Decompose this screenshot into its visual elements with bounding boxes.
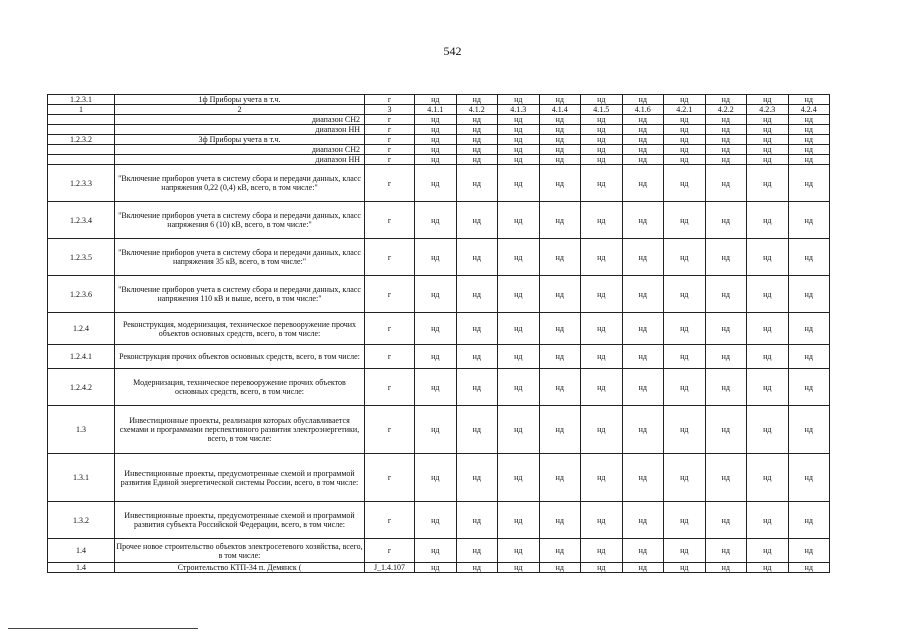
- row-name-cell: Инвестиционные проекты, реализация которых обуславливается схемами и программами перспективного развития электроэнергетики, всего, в том числе:: [115, 406, 365, 454]
- row-value-cell: нд: [415, 155, 457, 165]
- row-value-cell: нд: [705, 135, 747, 145]
- row-value-cell: нд: [415, 239, 457, 276]
- row-value-cell: нд: [498, 165, 540, 202]
- row-value-cell: нд: [581, 202, 623, 239]
- row-value-cell: нд: [664, 202, 706, 239]
- row-name-cell: Реконструкция прочих объектов основных средств, всего, в том числе:: [115, 345, 365, 369]
- row-code-cell: 1.2.3.5: [48, 239, 115, 276]
- row-value-cell: нд: [498, 125, 540, 135]
- row-value-cell: нд: [747, 345, 789, 369]
- row-value-cell: нд: [498, 345, 540, 369]
- row-value-cell: нд: [581, 155, 623, 165]
- row-value-cell: нд: [705, 502, 747, 539]
- row-value-cell: нд: [788, 202, 830, 239]
- row-value-cell: нд: [747, 145, 789, 155]
- row-value-cell: нд: [539, 115, 581, 125]
- row-value-cell: нд: [705, 539, 747, 563]
- row-value-cell: нд: [664, 369, 706, 406]
- row-value-cell: нд: [747, 115, 789, 125]
- row-unit-cell: г: [365, 345, 415, 369]
- row-code-cell: 1.2.3.1: [48, 95, 115, 105]
- row-value-cell: нд: [622, 145, 664, 155]
- row-name-cell: Модернизация, техническое перевооружение прочих объектов основных средств, всего, в том числе:: [115, 369, 365, 406]
- row-value-cell: нд: [415, 276, 457, 313]
- row-value-cell: нд: [415, 115, 457, 125]
- row-name-cell: 1ф Приборы учета в т.ч.: [115, 95, 365, 105]
- row-value-cell: нд: [581, 563, 623, 573]
- row-unit-cell: г: [365, 369, 415, 406]
- row-value-cell: нд: [622, 202, 664, 239]
- row-value-cell: нд: [581, 145, 623, 155]
- row-value-cell: нд: [456, 539, 498, 563]
- row-value-cell: нд: [539, 345, 581, 369]
- row-value-cell: нд: [581, 135, 623, 145]
- row-value-cell: нд: [788, 345, 830, 369]
- row-value-cell: нд: [498, 202, 540, 239]
- row-code-cell: 1.2.4.2: [48, 369, 115, 406]
- row-value-cell: нд: [622, 276, 664, 313]
- row-code-cell: [48, 155, 115, 165]
- row-value-cell: нд: [498, 239, 540, 276]
- row-value-cell: 4.1.3: [498, 105, 540, 115]
- row-value-cell: нд: [705, 155, 747, 165]
- row-unit-cell: г: [365, 95, 415, 105]
- row-value-cell: нд: [415, 313, 457, 345]
- table-row: [48, 115, 830, 125]
- row-value-cell: нд: [498, 454, 540, 502]
- row-value-cell: 4.2.4: [788, 105, 830, 115]
- row-value-cell: нд: [747, 239, 789, 276]
- row-value-cell: нд: [581, 502, 623, 539]
- row-value-cell: нд: [539, 145, 581, 155]
- row-value-cell: нд: [498, 276, 540, 313]
- row-name-cell: диапазон НН: [115, 155, 365, 165]
- row-value-cell: нд: [498, 135, 540, 145]
- row-value-cell: нд: [539, 313, 581, 345]
- row-value-cell: нд: [456, 313, 498, 345]
- row-value-cell: нд: [705, 369, 747, 406]
- row-value-cell: нд: [581, 313, 623, 345]
- row-value-cell: нд: [415, 202, 457, 239]
- row-value-cell: нд: [747, 539, 789, 563]
- row-value-cell: нд: [664, 155, 706, 165]
- row-value-cell: нд: [788, 239, 830, 276]
- table-row: [48, 406, 830, 454]
- row-value-cell: нд: [788, 406, 830, 454]
- row-value-cell: 4.1.6: [622, 105, 664, 115]
- row-value-cell: нд: [664, 539, 706, 563]
- table-row: [48, 95, 830, 105]
- row-value-cell: нд: [581, 239, 623, 276]
- row-value-cell: нд: [456, 125, 498, 135]
- row-value-cell: нд: [664, 454, 706, 502]
- row-value-cell: нд: [664, 135, 706, 145]
- table-row: [48, 276, 830, 313]
- row-value-cell: нд: [498, 539, 540, 563]
- row-value-cell: нд: [747, 369, 789, 406]
- row-code-cell: 1.3.2: [48, 502, 115, 539]
- row-value-cell: нд: [539, 454, 581, 502]
- row-value-cell: нд: [705, 563, 747, 573]
- page-number: 542: [443, 44, 462, 58]
- row-value-cell: нд: [456, 145, 498, 155]
- row-code-cell: 1.3.1: [48, 454, 115, 502]
- row-code-cell: 1.2.3.4: [48, 202, 115, 239]
- row-value-cell: нд: [705, 202, 747, 239]
- row-value-cell: нд: [622, 369, 664, 406]
- row-value-cell: нд: [539, 563, 581, 573]
- row-value-cell: нд: [539, 406, 581, 454]
- row-value-cell: нд: [622, 406, 664, 454]
- row-value-cell: 4.1.2: [456, 105, 498, 115]
- row-value-cell: нд: [788, 276, 830, 313]
- row-code-cell: 1.2.3.3: [48, 165, 115, 202]
- row-value-cell: нд: [664, 406, 706, 454]
- row-code-cell: 1.2.4.1: [48, 345, 115, 369]
- row-value-cell: нд: [664, 115, 706, 125]
- row-value-cell: нд: [498, 369, 540, 406]
- row-value-cell: нд: [788, 563, 830, 573]
- row-value-cell: нд: [705, 313, 747, 345]
- row-value-cell: нд: [622, 125, 664, 135]
- table-row: [48, 345, 830, 369]
- table-row: [48, 539, 830, 563]
- table-row: [48, 369, 830, 406]
- row-value-cell: нд: [788, 115, 830, 125]
- row-code-cell: 1.2.4: [48, 313, 115, 345]
- row-value-cell: нд: [664, 313, 706, 345]
- table-row: [48, 454, 830, 502]
- row-value-cell: нд: [456, 563, 498, 573]
- row-value-cell: нд: [747, 406, 789, 454]
- row-value-cell: нд: [415, 125, 457, 135]
- row-unit-cell: 3: [365, 105, 415, 115]
- row-value-cell: нд: [705, 145, 747, 155]
- row-value-cell: нд: [622, 155, 664, 165]
- row-value-cell: нд: [581, 406, 623, 454]
- row-value-cell: нд: [498, 115, 540, 125]
- row-value-cell: нд: [788, 155, 830, 165]
- row-value-cell: нд: [788, 95, 830, 105]
- row-code-cell: [48, 125, 115, 135]
- row-value-cell: нд: [788, 145, 830, 155]
- table-body: [48, 95, 830, 573]
- row-value-cell: нд: [705, 345, 747, 369]
- row-value-cell: нд: [788, 369, 830, 406]
- row-value-cell: нд: [581, 454, 623, 502]
- row-value-cell: нд: [705, 276, 747, 313]
- row-value-cell: нд: [498, 502, 540, 539]
- row-code-cell: 1.2.3.2: [48, 135, 115, 145]
- row-value-cell: нд: [415, 563, 457, 573]
- row-value-cell: нд: [622, 95, 664, 105]
- row-value-cell: нд: [747, 454, 789, 502]
- row-name-cell: Инвестиционные проекты, предусмотренные схемой и программой развития субъекта Российской Федерации, всего, в том числе:: [115, 502, 365, 539]
- table-row: [48, 563, 830, 573]
- row-value-cell: нд: [415, 502, 457, 539]
- row-value-cell: нд: [664, 502, 706, 539]
- table-row: [48, 125, 830, 135]
- row-value-cell: нд: [539, 165, 581, 202]
- row-value-cell: нд: [456, 165, 498, 202]
- row-value-cell: нд: [456, 276, 498, 313]
- row-value-cell: нд: [664, 345, 706, 369]
- row-value-cell: нд: [664, 145, 706, 155]
- row-value-cell: нд: [581, 165, 623, 202]
- row-unit-cell: г: [365, 202, 415, 239]
- row-code-cell: 1.3: [48, 406, 115, 454]
- row-unit-cell: г: [365, 276, 415, 313]
- row-value-cell: нд: [581, 95, 623, 105]
- row-value-cell: нд: [747, 135, 789, 145]
- row-value-cell: нд: [498, 95, 540, 105]
- row-code-cell: 1.4: [48, 539, 115, 563]
- row-value-cell: нд: [456, 454, 498, 502]
- table-row: [48, 502, 830, 539]
- row-value-cell: нд: [622, 115, 664, 125]
- row-value-cell: нд: [788, 125, 830, 135]
- row-value-cell: нд: [747, 125, 789, 135]
- row-unit-cell: г: [365, 115, 415, 125]
- row-value-cell: нд: [705, 454, 747, 502]
- row-value-cell: нд: [664, 125, 706, 135]
- row-value-cell: нд: [415, 145, 457, 155]
- row-value-cell: нд: [498, 406, 540, 454]
- row-value-cell: нд: [415, 539, 457, 563]
- row-value-cell: нд: [622, 135, 664, 145]
- row-value-cell: нд: [581, 345, 623, 369]
- row-name-cell: "Включение приборов учета в систему сбора и передачи данных, класс напряжения 110 кВ и выше, всего, в том числе:": [115, 276, 365, 313]
- table-row: [48, 135, 830, 145]
- row-value-cell: нд: [664, 95, 706, 105]
- row-unit-cell: г: [365, 125, 415, 135]
- row-unit-cell: г: [365, 454, 415, 502]
- row-name-cell: диапазон НН: [115, 125, 365, 135]
- row-unit-cell: г: [365, 135, 415, 145]
- row-name-cell: Строительство КТП-34 п. Демянск (: [115, 563, 365, 573]
- row-value-cell: нд: [747, 502, 789, 539]
- row-value-cell: нд: [539, 125, 581, 135]
- row-value-cell: 4.1.5: [581, 105, 623, 115]
- row-value-cell: нд: [415, 95, 457, 105]
- row-value-cell: нд: [539, 369, 581, 406]
- row-value-cell: нд: [415, 165, 457, 202]
- row-unit-cell: г: [365, 165, 415, 202]
- row-value-cell: нд: [622, 502, 664, 539]
- row-code-cell: 1.4: [48, 563, 115, 573]
- row-value-cell: нд: [664, 276, 706, 313]
- row-value-cell: нд: [664, 563, 706, 573]
- row-value-cell: нд: [664, 165, 706, 202]
- row-code-cell: [48, 145, 115, 155]
- row-value-cell: нд: [539, 539, 581, 563]
- row-value-cell: нд: [539, 239, 581, 276]
- row-unit-cell: г: [365, 155, 415, 165]
- row-unit-cell: г: [365, 539, 415, 563]
- row-value-cell: нд: [456, 369, 498, 406]
- row-unit-cell: г: [365, 406, 415, 454]
- row-value-cell: нд: [622, 454, 664, 502]
- row-name-cell: 2: [115, 105, 365, 115]
- row-value-cell: нд: [415, 345, 457, 369]
- row-name-cell: Прочее новое строительство объектов электросетевого хозяйства, всего, в том числе:: [115, 539, 365, 563]
- row-value-cell: нд: [498, 313, 540, 345]
- row-value-cell: нд: [456, 155, 498, 165]
- row-value-cell: нд: [747, 276, 789, 313]
- row-value-cell: 4.1.1: [415, 105, 457, 115]
- row-value-cell: нд: [622, 239, 664, 276]
- row-value-cell: нд: [788, 165, 830, 202]
- row-value-cell: нд: [788, 135, 830, 145]
- row-unit-cell: г: [365, 313, 415, 345]
- row-value-cell: нд: [539, 95, 581, 105]
- row-value-cell: нд: [581, 276, 623, 313]
- row-value-cell: нд: [415, 369, 457, 406]
- row-value-cell: нд: [456, 406, 498, 454]
- row-value-cell: нд: [747, 563, 789, 573]
- row-value-cell: нд: [581, 539, 623, 563]
- row-value-cell: нд: [705, 165, 747, 202]
- row-value-cell: нд: [705, 406, 747, 454]
- row-value-cell: нд: [705, 239, 747, 276]
- row-value-cell: нд: [788, 454, 830, 502]
- row-value-cell: нд: [498, 155, 540, 165]
- row-value-cell: 4.1.4: [539, 105, 581, 115]
- row-code-cell: 1.2.3.6: [48, 276, 115, 313]
- row-value-cell: нд: [581, 125, 623, 135]
- row-value-cell: нд: [456, 239, 498, 276]
- table-row: [48, 165, 830, 202]
- row-value-cell: нд: [498, 145, 540, 155]
- row-value-cell: 4.2.3: [747, 105, 789, 115]
- table-row: [48, 105, 830, 115]
- row-unit-cell: г: [365, 502, 415, 539]
- row-value-cell: 4.2.1: [664, 105, 706, 115]
- row-value-cell: нд: [788, 313, 830, 345]
- row-value-cell: нд: [622, 345, 664, 369]
- row-name-cell: Инвестиционные проекты, предусмотренные схемой и программой развития Единой энергетической системы России, всего, в том числе:: [115, 454, 365, 502]
- row-value-cell: нд: [747, 313, 789, 345]
- row-name-cell: 3ф Приборы учета в т.ч.: [115, 135, 365, 145]
- row-value-cell: нд: [456, 115, 498, 125]
- row-value-cell: нд: [747, 155, 789, 165]
- row-name-cell: диапазон СН2: [115, 115, 365, 125]
- footnote-rule: [8, 628, 198, 629]
- table-row: [48, 145, 830, 155]
- row-value-cell: нд: [622, 313, 664, 345]
- row-value-cell: 4.2.2: [705, 105, 747, 115]
- row-value-cell: нд: [456, 345, 498, 369]
- row-value-cell: нд: [788, 502, 830, 539]
- row-value-cell: нд: [664, 239, 706, 276]
- table-row: [48, 202, 830, 239]
- row-name-cell: "Включение приборов учета в систему сбора и передачи данных, класс напряжения 0,22 (0,4) кВ, всего, в том числе:": [115, 165, 365, 202]
- row-value-cell: нд: [456, 135, 498, 145]
- row-code-cell: [48, 115, 115, 125]
- row-unit-cell: г: [365, 239, 415, 276]
- row-value-cell: нд: [622, 539, 664, 563]
- row-value-cell: нд: [747, 202, 789, 239]
- row-value-cell: нд: [747, 95, 789, 105]
- row-value-cell: нд: [415, 406, 457, 454]
- row-value-cell: нд: [539, 502, 581, 539]
- row-value-cell: нд: [498, 563, 540, 573]
- row-unit-cell: г: [365, 145, 415, 155]
- row-value-cell: нд: [415, 454, 457, 502]
- row-unit-cell: J_1.4.107: [365, 563, 415, 573]
- row-value-cell: нд: [539, 202, 581, 239]
- row-name-cell: "Включение приборов учета в систему сбора и передачи данных, класс напряжения 35 кВ, всего, в том числе:": [115, 239, 365, 276]
- table-row: [48, 239, 830, 276]
- row-value-cell: нд: [456, 502, 498, 539]
- row-value-cell: нд: [622, 563, 664, 573]
- row-value-cell: нд: [788, 539, 830, 563]
- row-value-cell: нд: [705, 115, 747, 125]
- row-value-cell: нд: [415, 135, 457, 145]
- row-value-cell: нд: [705, 95, 747, 105]
- row-value-cell: нд: [539, 155, 581, 165]
- row-name-cell: "Включение приборов учета в систему сбора и передачи данных, класс напряжения 6 (10) кВ, всего, в том числе:": [115, 202, 365, 239]
- row-value-cell: нд: [622, 165, 664, 202]
- row-name-cell: диапазон СН2: [115, 145, 365, 155]
- row-value-cell: нд: [456, 95, 498, 105]
- row-value-cell: нд: [456, 202, 498, 239]
- row-name-cell: Реконструкция, модернизация, техническое перевооружение прочих объектов основных средств, всего, в том числе:: [115, 313, 365, 345]
- row-value-cell: нд: [747, 165, 789, 202]
- row-value-cell: нд: [539, 276, 581, 313]
- row-value-cell: нд: [581, 369, 623, 406]
- row-value-cell: нд: [705, 125, 747, 135]
- investment-table: [47, 94, 830, 573]
- row-code-cell: 1: [48, 105, 115, 115]
- table-row: [48, 155, 830, 165]
- row-value-cell: нд: [581, 115, 623, 125]
- table-row: [48, 313, 830, 345]
- row-value-cell: нд: [539, 135, 581, 145]
